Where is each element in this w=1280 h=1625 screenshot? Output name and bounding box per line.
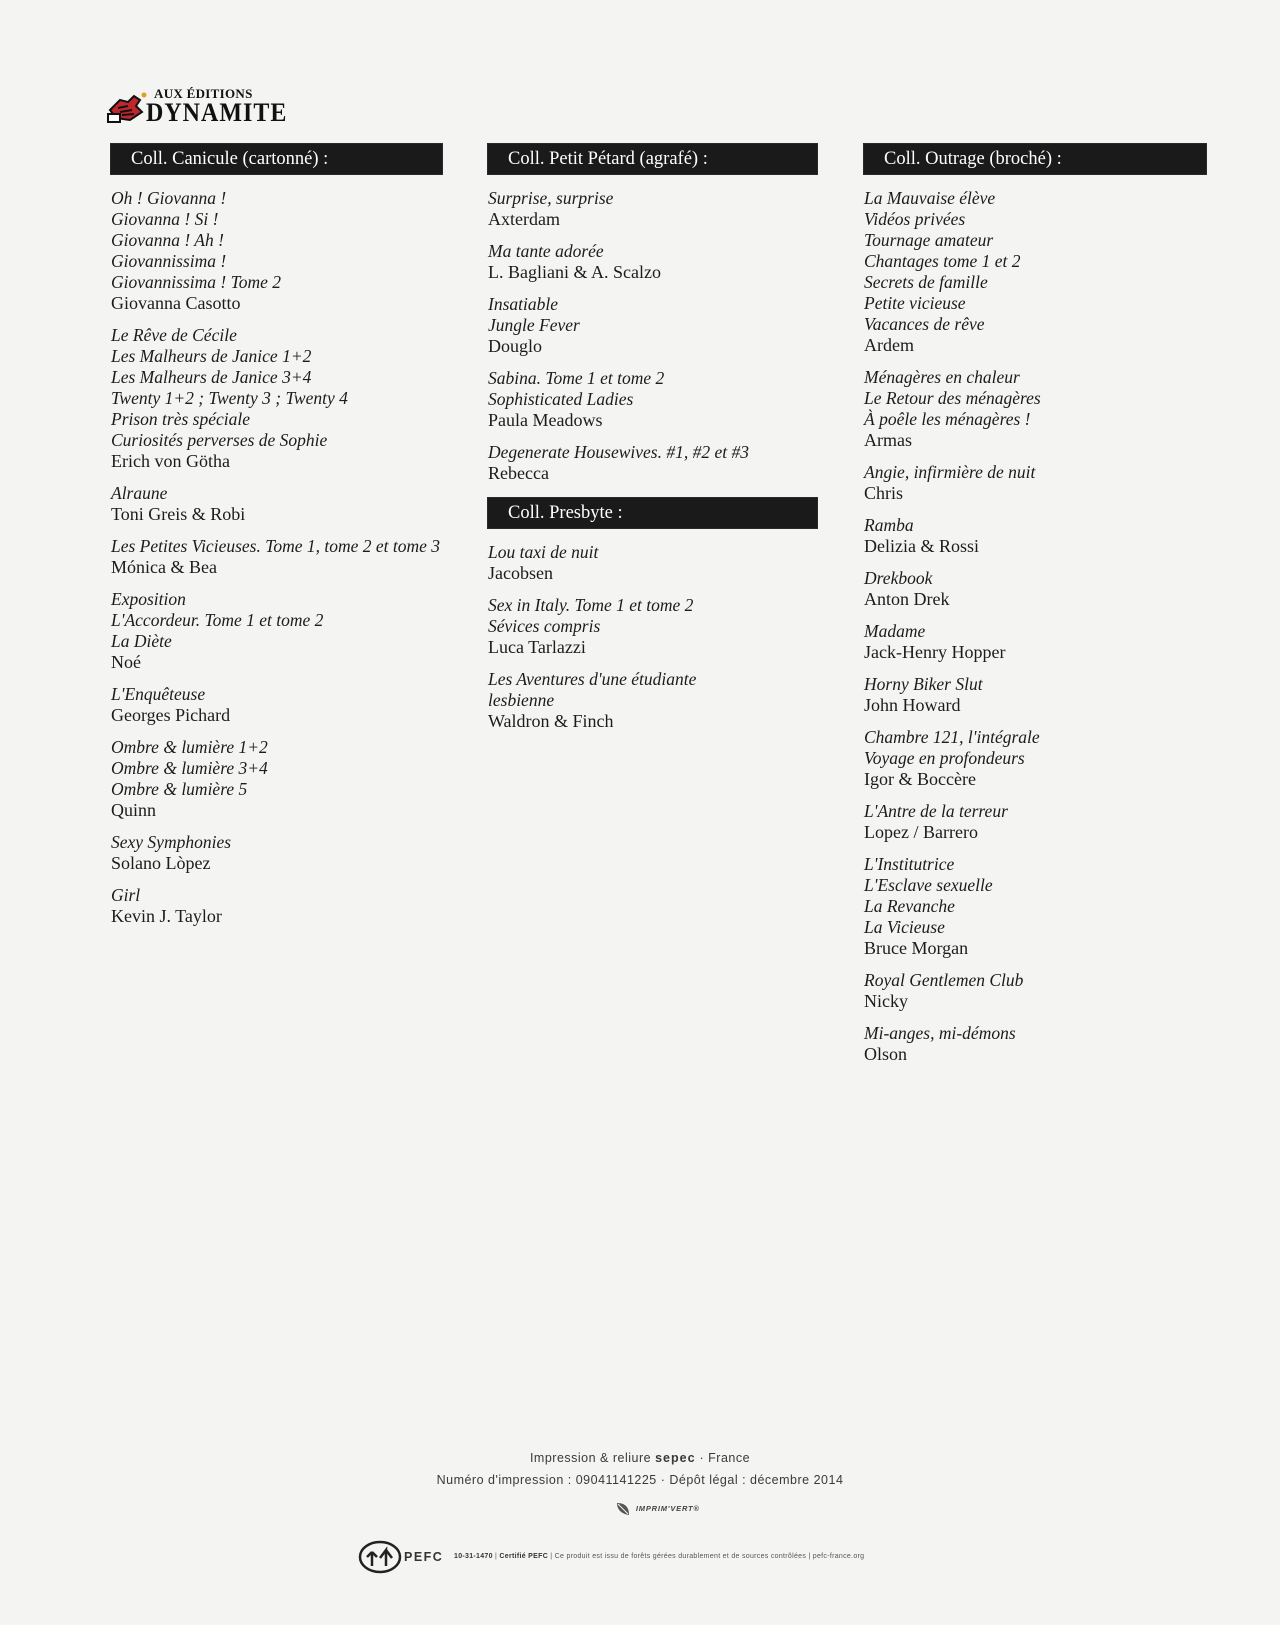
book-title: Prison très spéciale	[111, 409, 251, 429]
catalog-entry	[864, 462, 1206, 504]
book-title: Alraune	[111, 483, 168, 503]
catalog-entry	[864, 970, 1206, 1012]
book-author: Solano Lòpez	[111, 853, 211, 873]
book-title: Degenerate Housewives. #1, #2 et #3	[488, 442, 749, 462]
book-author: Ardem	[864, 335, 914, 355]
catalog-entry	[488, 542, 817, 584]
book-title: lesbienne	[488, 690, 555, 710]
book-author: Jack-Henry Hopper	[864, 642, 1006, 662]
pefc-certified: Certifié PEFC	[499, 1553, 549, 1560]
pefc-site: pefc-france.org	[812, 1553, 865, 1560]
eco-label-text: IMPRIM'VERT®	[635, 1503, 700, 1513]
collection-header: Coll. Canicule (cartonné) :	[111, 144, 442, 174]
catalog-entry	[111, 684, 442, 726]
book-title: Les Malheurs de Janice 3+4	[111, 367, 312, 387]
book-title: Giovannissima !	[111, 251, 227, 271]
pefc-statement: Ce produit est issu de forêts gérées durablement et de sources contrôlées	[554, 1553, 807, 1560]
book-author: Armas	[864, 430, 912, 450]
book-title: Le Rêve de Cécile	[111, 325, 237, 345]
book-author: Rebecca	[488, 463, 549, 483]
printer-name: sepec	[655, 1451, 696, 1465]
book-author: Waldron & Finch	[488, 711, 614, 731]
book-title: Sévices compris	[488, 616, 601, 636]
book-author: Delizia & Rossi	[864, 536, 979, 556]
book-title: Oh ! Giovanna !	[111, 188, 227, 208]
book-author: Igor & Boccère	[864, 769, 976, 789]
publisher-name: DYNAMITE	[146, 99, 288, 128]
book-title: Sophisticated Ladies	[488, 389, 634, 409]
printer-line	[0, 1451, 1280, 1465]
catalog-entry	[488, 241, 817, 283]
catalog-entry	[111, 737, 442, 821]
book-title: Voyage en profondeurs	[864, 748, 1025, 768]
book-title: L'Enquêteuse	[111, 684, 206, 704]
book-author: L. Bagliani & A. Scalzo	[488, 262, 661, 282]
book-author: Giovanna Casotto	[111, 293, 241, 313]
catalog-entry	[111, 589, 442, 673]
book-author: Jacobsen	[488, 563, 553, 583]
book-title: Jungle Fever	[488, 315, 580, 335]
book-author: Bruce Morgan	[864, 938, 969, 958]
catalog-entry	[864, 568, 1206, 610]
book-title: Mi-anges, mi-démons	[864, 1023, 1016, 1043]
book-title: Chantages tome 1 et 2	[864, 251, 1021, 271]
catalog-entry	[488, 188, 817, 230]
book-title: L'Antre de la terreur	[864, 801, 1008, 821]
book-title: Horny Biker Slut	[864, 674, 983, 694]
publisher-tagline: AUX ÉDITIONS	[154, 86, 253, 101]
print-prefix: Impression & reliure	[529, 1451, 652, 1465]
book-title: L'Esclave sexuelle	[864, 875, 993, 895]
book-title: Drekbook	[864, 568, 933, 588]
catalog-entry	[864, 727, 1206, 790]
impression-number: Numéro d'impression : 09041141225 · Dépôt légal : décembre 2014	[436, 1473, 844, 1487]
book-title: Les Malheurs de Janice 1+2	[111, 346, 312, 366]
book-author: Olson	[864, 1044, 908, 1064]
catalog-column-2	[488, 144, 817, 743]
book-title: Lou taxi de nuit	[488, 542, 599, 562]
collection-header: Coll. Outrage (broché) :	[864, 144, 1206, 174]
catalog-entry	[488, 595, 817, 658]
book-author: Anton Drek	[864, 589, 950, 609]
print-suffix: · France	[699, 1451, 751, 1465]
book-title: Secrets de famille	[864, 272, 988, 292]
book-title: Ramba	[864, 515, 914, 535]
catalog-entry	[488, 294, 817, 357]
book-title: Surprise, surprise	[488, 188, 614, 208]
book-title: Vacances de rêve	[864, 314, 985, 334]
book-title: L'Institutrice	[864, 854, 955, 874]
catalog-entry	[864, 674, 1206, 716]
book-author: Georges Pichard	[111, 705, 231, 725]
book-title: Exposition	[111, 589, 186, 609]
book-author: Noé	[111, 652, 141, 672]
book-title: Ombre & lumière 3+4	[111, 758, 268, 778]
book-title: Giovanna ! Ah !	[111, 230, 224, 250]
catalog-entry	[111, 536, 442, 578]
book-title: Tournage amateur	[864, 230, 994, 250]
book-title: Sabina. Tome 1 et tome 2	[488, 368, 665, 388]
catalog-entry	[864, 801, 1206, 843]
catalog-entry	[488, 368, 817, 431]
book-title: Ombre & lumière 1+2	[111, 737, 268, 757]
book-author: John Howard	[864, 695, 961, 715]
catalog-entry	[111, 885, 442, 927]
book-title: Angie, infirmière de nuit	[864, 462, 1036, 482]
book-title: L'Accordeur. Tome 1 et tome 2	[111, 610, 324, 630]
book-title: Le Retour des ménagères	[864, 388, 1041, 408]
book-author: Toni Greis & Robi	[111, 504, 246, 524]
catalog-entry	[111, 483, 442, 525]
catalog-entry	[864, 515, 1206, 557]
book-title: La Diète	[111, 631, 172, 651]
book-title: La Revanche	[864, 896, 955, 916]
book-title: Sexy Symphonies	[111, 832, 232, 852]
book-title: Ménagères en chaleur	[864, 367, 1020, 387]
book-title: Giovannissima ! Tome 2	[111, 272, 281, 292]
book-title: La Vicieuse	[864, 917, 945, 937]
book-title: Girl	[111, 885, 141, 905]
catalog-entry	[111, 325, 442, 472]
publisher-logo	[106, 86, 288, 128]
book-author: Paula Meadows	[488, 410, 603, 430]
book-title: Chambre 121, l'intégrale	[864, 727, 1040, 747]
pefc-code: 10-31-1470	[454, 1553, 493, 1560]
collection-header: Coll. Presbyte :	[488, 498, 817, 528]
book-title: Les Aventures d'une étudiante	[488, 669, 697, 689]
catalog-entry	[864, 1023, 1206, 1065]
eco-label	[616, 1502, 700, 1520]
book-title: Les Petites Vicieuses. Tome 1, tome 2 et tome 3	[111, 536, 441, 556]
book-author: Luca Tarlazzi	[488, 637, 586, 657]
book-title: Curiosités perverses de Sophie	[111, 430, 328, 450]
book-title: Ma tante adorée	[488, 241, 604, 261]
book-title: La Mauvaise élève	[864, 188, 996, 208]
catalog-entry	[864, 854, 1206, 959]
book-title: Giovanna ! Si !	[111, 209, 219, 229]
catalog-entry	[864, 188, 1206, 356]
catalog-entry	[111, 188, 442, 314]
catalog-entry	[864, 621, 1206, 663]
book-author: Axterdam	[488, 209, 560, 229]
catalog-entry	[488, 669, 817, 732]
book-author: Erich von Götha	[111, 451, 230, 471]
catalog-entry	[488, 442, 817, 484]
book-title: Ombre & lumière 5	[111, 779, 248, 799]
book-author: Lopez / Barrero	[864, 822, 978, 842]
book-author: Chris	[864, 483, 904, 503]
catalog-entry	[864, 367, 1206, 451]
collection-header: Coll. Petit Pétard (agrafé) :	[488, 144, 817, 174]
book-author: Douglo	[488, 336, 542, 356]
book-title: Twenty 1+2 ; Twenty 3 ; Twenty 4	[111, 388, 348, 408]
book-title: Vidéos privées	[864, 209, 966, 229]
book-author: Kevin J. Taylor	[111, 906, 222, 926]
pefc-details: 10-31-1470 | Certifié PEFC | Ce produit est issu de forêts gérées durablement et de sources contrôlées | pefc-france.org	[454, 1553, 865, 1560]
book-title: Madame	[864, 621, 926, 641]
book-author: Quinn	[111, 800, 156, 820]
pefc-tree-icon	[358, 1540, 402, 1574]
book-title: Petite vicieuse	[864, 293, 966, 313]
book-title: Sex in Italy. Tome 1 et tome 2	[488, 595, 694, 615]
book-author: Mónica & Bea	[111, 557, 217, 577]
book-title: À poêle les ménagères !	[864, 409, 1031, 429]
book-author: Nicky	[864, 991, 908, 1011]
catalog-entry	[111, 832, 442, 874]
catalog-column-1	[111, 144, 442, 938]
catalog-column-3	[864, 144, 1206, 1076]
pefc-name: PEFC	[404, 1550, 444, 1564]
book-title: Insatiable	[488, 294, 558, 314]
book-title: Royal Gentlemen Club	[864, 970, 1024, 990]
leaf-icon	[616, 1502, 630, 1516]
